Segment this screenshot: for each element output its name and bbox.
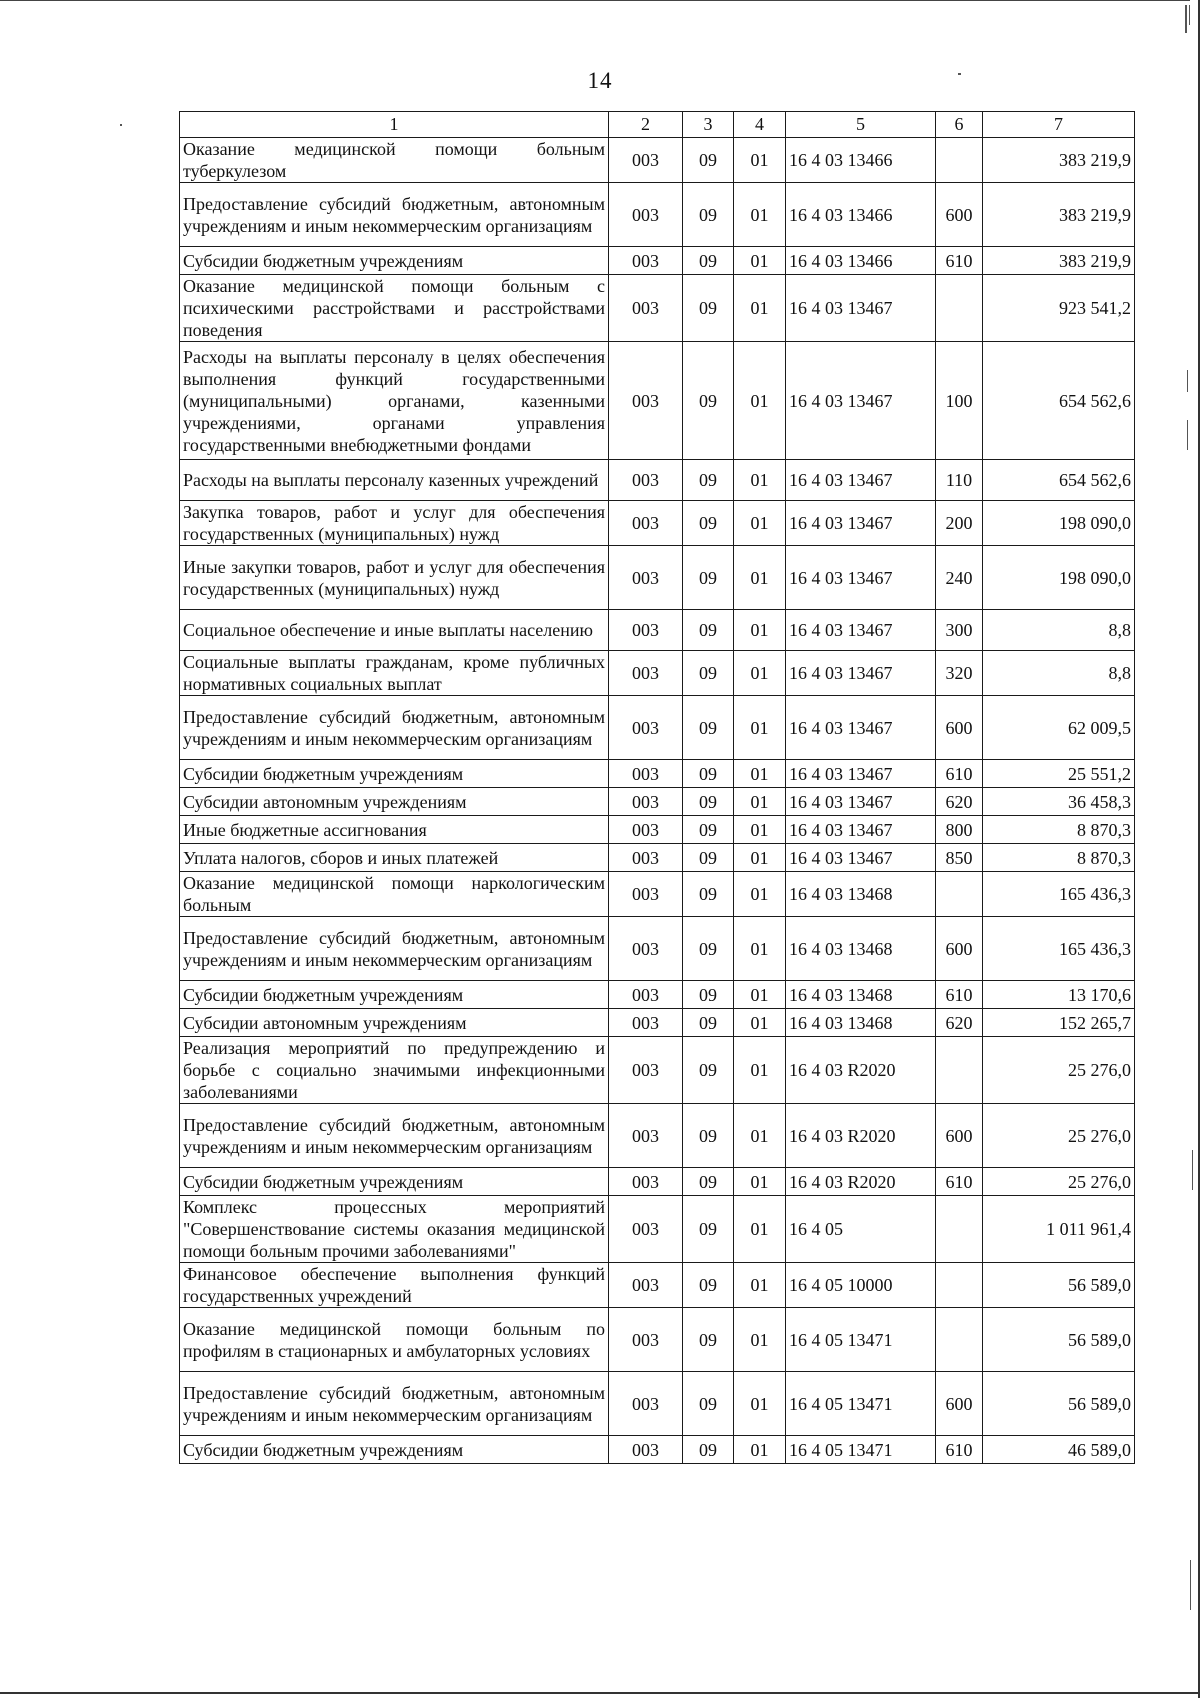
table-row [180, 546, 1135, 610]
row-ministry-code: 003 [609, 546, 683, 610]
table-row [180, 981, 1135, 1009]
row-section: 09 [683, 460, 734, 501]
row-amount: 198 090,0 [983, 546, 1135, 610]
row-subsection: 01 [734, 981, 786, 1009]
row-amount: 165 436,3 [983, 872, 1135, 917]
table-row [180, 1009, 1135, 1037]
row-section: 09 [683, 1009, 734, 1037]
row-name: Социальное обеспечение и иные выплаты населению [180, 610, 609, 651]
row-section: 09 [683, 816, 734, 844]
column-header: 2 [609, 112, 683, 138]
column-header: 3 [683, 112, 734, 138]
row-ministry-code: 003 [609, 1308, 683, 1372]
table-row [180, 696, 1135, 760]
table-row [180, 651, 1135, 696]
row-name: Оказание медицинской помощи больным по профилям в стационарных и амбулаторных условиях [180, 1308, 609, 1372]
row-ministry-code: 003 [609, 247, 683, 275]
row-name: Расходы на выплаты персоналу казенных учреждений [180, 460, 609, 501]
row-section: 09 [683, 696, 734, 760]
row-ministry-code: 003 [609, 342, 683, 460]
row-subsection: 01 [734, 1168, 786, 1196]
row-ministry-code: 003 [609, 1372, 683, 1436]
row-ministry-code: 003 [609, 872, 683, 917]
row-name: Комплекс процессных мероприятий "Совершенствование системы оказания медицинской помощи больным прочими заболеваниями" [180, 1196, 609, 1263]
row-section: 09 [683, 247, 734, 275]
row-name: Оказание медицинской помощи больным с психическими расстройствами и расстройствами поведения [180, 275, 609, 342]
page-edge-bottom [0, 1692, 1200, 1694]
table-row [180, 1037, 1135, 1104]
row-expense-type [936, 1196, 983, 1263]
row-subsection: 01 [734, 546, 786, 610]
row-section: 09 [683, 546, 734, 610]
row-amount: 46 589,0 [983, 1436, 1135, 1464]
row-amount: 654 562,6 [983, 342, 1135, 460]
row-amount: 383 219,9 [983, 247, 1135, 275]
row-expense-type: 800 [936, 816, 983, 844]
table-row [180, 872, 1135, 917]
row-target-article: 16 4 03 13468 [786, 981, 936, 1009]
row-expense-type: 110 [936, 460, 983, 501]
table-header-row [180, 112, 1135, 138]
table-row [180, 275, 1135, 342]
row-section: 09 [683, 1168, 734, 1196]
row-name: Предоставление субсидий бюджетным, автономным учреждениям и иным некоммерческим организациям [180, 183, 609, 247]
row-section: 09 [683, 844, 734, 872]
row-expense-type: 240 [936, 546, 983, 610]
row-expense-type: 600 [936, 1372, 983, 1436]
row-section: 09 [683, 610, 734, 651]
row-subsection: 01 [734, 1196, 786, 1263]
table-row [180, 1436, 1135, 1464]
row-amount: 8,8 [983, 610, 1135, 651]
table-row [180, 1104, 1135, 1168]
column-header: 5 [786, 112, 936, 138]
row-expense-type: 850 [936, 844, 983, 872]
row-section: 09 [683, 981, 734, 1009]
scan-speck [1190, 1560, 1191, 1610]
row-expense-type: 600 [936, 696, 983, 760]
row-name: Оказание медицинской помощи наркологическим больным [180, 872, 609, 917]
row-target-article: 16 4 03 13466 [786, 183, 936, 247]
row-subsection: 01 [734, 1104, 786, 1168]
row-section: 09 [683, 872, 734, 917]
scan-speck [1187, 420, 1188, 450]
row-amount: 654 562,6 [983, 460, 1135, 501]
row-amount: 923 541,2 [983, 275, 1135, 342]
row-expense-type [936, 1263, 983, 1308]
table-row [180, 816, 1135, 844]
row-subsection: 01 [734, 610, 786, 651]
row-target-article: 16 4 03 13466 [786, 138, 936, 183]
row-subsection: 01 [734, 275, 786, 342]
row-amount: 56 589,0 [983, 1372, 1135, 1436]
row-target-article: 16 4 03 R2020 [786, 1037, 936, 1104]
row-subsection: 01 [734, 816, 786, 844]
row-name: Социальные выплаты гражданам, кроме публичных нормативных социальных выплат [180, 651, 609, 696]
row-ministry-code: 003 [609, 816, 683, 844]
row-expense-type: 610 [936, 1436, 983, 1464]
table-row [180, 1196, 1135, 1263]
row-section: 09 [683, 342, 734, 460]
row-subsection: 01 [734, 788, 786, 816]
row-target-article: 16 4 03 13467 [786, 610, 936, 651]
row-name: Расходы на выплаты персоналу в целях обеспечения выполнения функций государственными (муниципальными) органами, казенными учреждениями, органами управления государственными внебюджетными фондами [180, 342, 609, 460]
page-edge-top [0, 0, 1190, 1]
row-subsection: 01 [734, 1308, 786, 1372]
row-name: Субсидии бюджетным учреждениям [180, 1436, 609, 1464]
row-amount: 383 219,9 [983, 138, 1135, 183]
row-subsection: 01 [734, 1436, 786, 1464]
row-ministry-code: 003 [609, 1009, 683, 1037]
row-ministry-code: 003 [609, 1196, 683, 1263]
row-name: Субсидии бюджетным учреждениям [180, 760, 609, 788]
row-name: Субсидии бюджетным учреждениям [180, 1168, 609, 1196]
row-amount: 1 011 961,4 [983, 1196, 1135, 1263]
scan-speck [1192, 1150, 1193, 1190]
row-target-article: 16 4 05 13471 [786, 1308, 936, 1372]
row-subsection: 01 [734, 1037, 786, 1104]
row-subsection: 01 [734, 1263, 786, 1308]
row-name: Субсидии автономным учреждениям [180, 1009, 609, 1037]
row-ministry-code: 003 [609, 460, 683, 501]
scan-speck [1187, 370, 1188, 392]
row-target-article: 16 4 03 13467 [786, 275, 936, 342]
row-amount: 25 276,0 [983, 1168, 1135, 1196]
row-ministry-code: 003 [609, 917, 683, 981]
row-section: 09 [683, 788, 734, 816]
row-ministry-code: 003 [609, 1037, 683, 1104]
table-row [180, 342, 1135, 460]
table-row [180, 1308, 1135, 1372]
scan-speck [1185, 5, 1187, 33]
row-expense-type [936, 1308, 983, 1372]
row-target-article: 16 4 03 13467 [786, 844, 936, 872]
row-target-article: 16 4 03 R2020 [786, 1104, 936, 1168]
row-ministry-code: 003 [609, 651, 683, 696]
row-target-article: 16 4 05 [786, 1196, 936, 1263]
row-amount: 8,8 [983, 651, 1135, 696]
row-ministry-code: 003 [609, 760, 683, 788]
column-header: 1 [180, 112, 609, 138]
row-section: 09 [683, 1308, 734, 1372]
row-name: Иные бюджетные ассигнования [180, 816, 609, 844]
row-subsection: 01 [734, 138, 786, 183]
row-section: 09 [683, 1196, 734, 1263]
table-row [180, 610, 1135, 651]
row-subsection: 01 [734, 1009, 786, 1037]
row-target-article: 16 4 03 13467 [786, 546, 936, 610]
row-subsection: 01 [734, 844, 786, 872]
row-name: Предоставление субсидий бюджетным, автономным учреждениям и иным некоммерческим организациям [180, 1372, 609, 1436]
row-subsection: 01 [734, 342, 786, 460]
row-section: 09 [683, 138, 734, 183]
row-amount: 8 870,3 [983, 844, 1135, 872]
row-ministry-code: 003 [609, 183, 683, 247]
row-ministry-code: 003 [609, 1168, 683, 1196]
row-name: Субсидии автономным учреждениям [180, 788, 609, 816]
row-name: Предоставление субсидий бюджетным, автономным учреждениям и иным некоммерческим организациям [180, 1104, 609, 1168]
row-target-article: 16 4 05 13471 [786, 1372, 936, 1436]
scan-speck [120, 124, 122, 126]
row-amount: 56 589,0 [983, 1263, 1135, 1308]
row-ministry-code: 003 [609, 844, 683, 872]
row-target-article: 16 4 03 13468 [786, 872, 936, 917]
row-expense-type: 620 [936, 788, 983, 816]
row-section: 09 [683, 275, 734, 342]
column-header: 7 [983, 112, 1135, 138]
row-ministry-code: 003 [609, 696, 683, 760]
row-amount: 25 551,2 [983, 760, 1135, 788]
row-amount: 13 170,6 [983, 981, 1135, 1009]
row-amount: 25 276,0 [983, 1037, 1135, 1104]
row-name: Субсидии бюджетным учреждениям [180, 247, 609, 275]
row-expense-type [936, 1037, 983, 1104]
row-subsection: 01 [734, 460, 786, 501]
row-expense-type: 600 [936, 1104, 983, 1168]
row-section: 09 [683, 1037, 734, 1104]
row-section: 09 [683, 760, 734, 788]
row-target-article: 16 4 03 R2020 [786, 1168, 936, 1196]
row-expense-type: 600 [936, 917, 983, 981]
row-subsection: 01 [734, 872, 786, 917]
row-target-article: 16 4 03 13467 [786, 760, 936, 788]
row-name: Субсидии бюджетным учреждениям [180, 981, 609, 1009]
row-section: 09 [683, 1372, 734, 1436]
row-expense-type: 610 [936, 760, 983, 788]
row-amount: 198 090,0 [983, 501, 1135, 546]
row-subsection: 01 [734, 1372, 786, 1436]
row-target-article: 16 4 03 13468 [786, 917, 936, 981]
table-row [180, 844, 1135, 872]
row-name: Закупка товаров, работ и услуг для обеспечения государственных (муниципальных) нужд [180, 501, 609, 546]
row-amount: 36 458,3 [983, 788, 1135, 816]
row-name: Предоставление субсидий бюджетным, автономным учреждениям и иным некоммерческим организациям [180, 696, 609, 760]
row-target-article: 16 4 05 10000 [786, 1263, 936, 1308]
row-target-article: 16 4 03 13466 [786, 247, 936, 275]
row-name: Оказание медицинской помощи больным туберкулезом [180, 138, 609, 183]
row-name: Финансовое обеспечение выполнения функций государственных учреждений [180, 1263, 609, 1308]
row-expense-type: 610 [936, 1168, 983, 1196]
row-target-article: 16 4 03 13467 [786, 651, 936, 696]
table-row [180, 788, 1135, 816]
row-expense-type: 320 [936, 651, 983, 696]
row-target-article: 16 4 03 13468 [786, 1009, 936, 1037]
row-target-article: 16 4 03 13467 [786, 788, 936, 816]
row-subsection: 01 [734, 183, 786, 247]
row-subsection: 01 [734, 760, 786, 788]
table-row [180, 917, 1135, 981]
row-target-article: 16 4 03 13467 [786, 342, 936, 460]
row-section: 09 [683, 917, 734, 981]
row-expense-type: 610 [936, 981, 983, 1009]
row-section: 09 [683, 183, 734, 247]
row-expense-type: 100 [936, 342, 983, 460]
row-amount: 8 870,3 [983, 816, 1135, 844]
table-row [180, 1372, 1135, 1436]
row-expense-type: 200 [936, 501, 983, 546]
row-ministry-code: 003 [609, 275, 683, 342]
row-section: 09 [683, 1104, 734, 1168]
row-ministry-code: 003 [609, 1104, 683, 1168]
row-amount: 25 276,0 [983, 1104, 1135, 1168]
row-amount: 152 265,7 [983, 1009, 1135, 1037]
row-expense-type [936, 138, 983, 183]
row-target-article: 16 4 03 13467 [786, 460, 936, 501]
row-expense-type: 600 [936, 183, 983, 247]
row-name: Предоставление субсидий бюджетным, автономным учреждениям и иным некоммерческим организациям [180, 917, 609, 981]
row-name: Уплата налогов, сборов и иных платежей [180, 844, 609, 872]
table-row [180, 247, 1135, 275]
row-amount: 165 436,3 [983, 917, 1135, 981]
row-ministry-code: 003 [609, 1263, 683, 1308]
page-number: 14 [587, 68, 613, 93]
table-row [180, 138, 1135, 183]
row-name: Иные закупки товаров, работ и услуг для обеспечения государственных (муниципальных) нужд [180, 546, 609, 610]
row-ministry-code: 003 [609, 610, 683, 651]
table-row [180, 501, 1135, 546]
row-amount: 383 219,9 [983, 183, 1135, 247]
row-expense-type: 300 [936, 610, 983, 651]
row-ministry-code: 003 [609, 1436, 683, 1464]
row-expense-type [936, 275, 983, 342]
row-section: 09 [683, 1436, 734, 1464]
table-row [180, 460, 1135, 501]
row-amount: 56 589,0 [983, 1308, 1135, 1372]
row-subsection: 01 [734, 917, 786, 981]
row-target-article: 16 4 03 13467 [786, 816, 936, 844]
row-name: Реализация мероприятий по предупреждению и борьбе с социально значимыми инфекционными заболеваниями [180, 1037, 609, 1104]
row-section: 09 [683, 651, 734, 696]
table-row [180, 1263, 1135, 1308]
row-ministry-code: 003 [609, 981, 683, 1009]
table-row [180, 183, 1135, 247]
table-row [180, 760, 1135, 788]
row-section: 09 [683, 1263, 734, 1308]
row-subsection: 01 [734, 651, 786, 696]
row-target-article: 16 4 03 13467 [786, 501, 936, 546]
row-ministry-code: 003 [609, 501, 683, 546]
scan-speck [1189, 5, 1190, 25]
row-target-article: 16 4 05 13471 [786, 1436, 936, 1464]
column-header: 4 [734, 112, 786, 138]
table-row [180, 1168, 1135, 1196]
row-subsection: 01 [734, 247, 786, 275]
row-ministry-code: 003 [609, 788, 683, 816]
column-header: 6 [936, 112, 983, 138]
row-expense-type [936, 872, 983, 917]
row-amount: 62 009,5 [983, 696, 1135, 760]
row-section: 09 [683, 501, 734, 546]
row-expense-type: 620 [936, 1009, 983, 1037]
budget-table [179, 111, 1135, 1464]
row-expense-type: 610 [936, 247, 983, 275]
row-subsection: 01 [734, 696, 786, 760]
row-subsection: 01 [734, 501, 786, 546]
row-target-article: 16 4 03 13467 [786, 696, 936, 760]
row-ministry-code: 003 [609, 138, 683, 183]
